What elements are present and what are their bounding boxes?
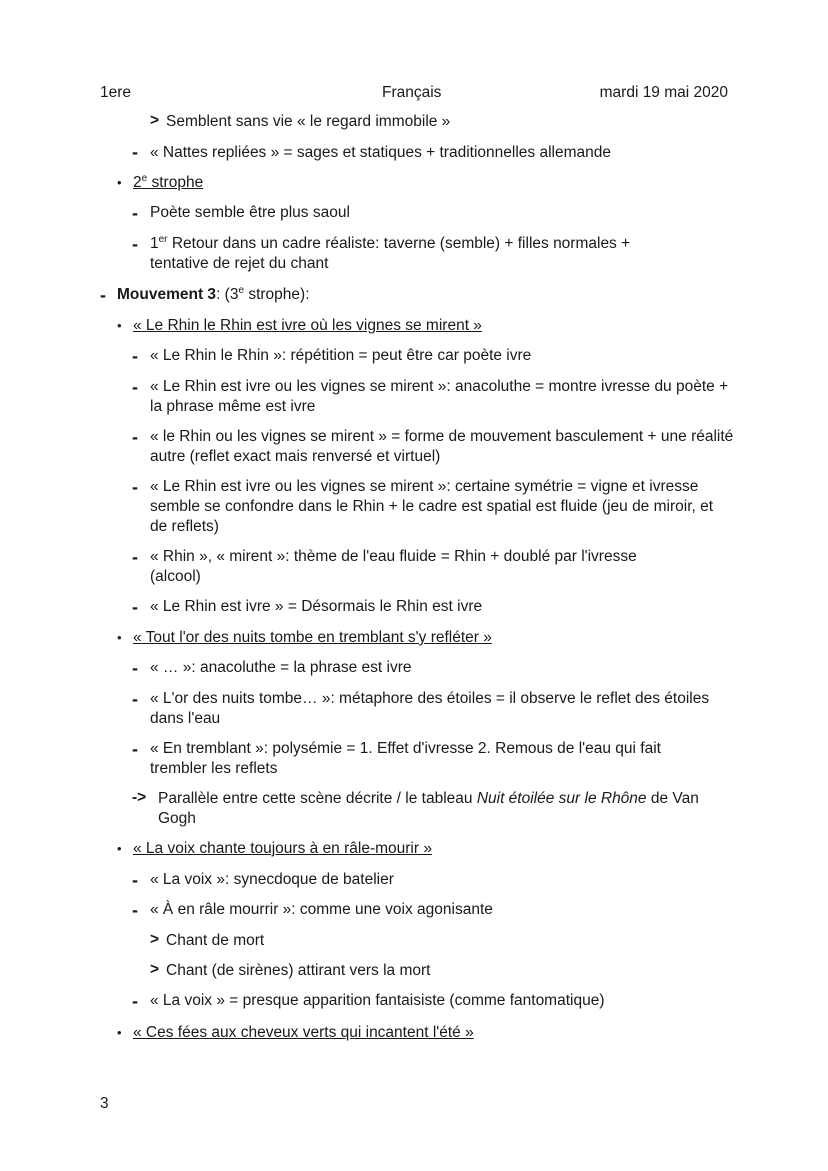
bullet-marker: • bbox=[117, 630, 122, 645]
dash-marker: - bbox=[132, 377, 138, 397]
dash-marker: - bbox=[132, 689, 138, 709]
list-item: 2e strophe bbox=[133, 173, 204, 191]
list-item: « L'or des nuits tombe… »: métaphore des étoiles = il observe le reflet des étoiles dans l'eau bbox=[150, 690, 710, 727]
list-item: 1er Retour dans un cadre réaliste: taverne (semble) + filles normales + tentative de rejet du chant bbox=[150, 234, 631, 272]
bullet-marker: • bbox=[117, 1025, 122, 1040]
dash-marker: - bbox=[132, 346, 138, 366]
list-item: « La voix chante toujours à en râle-mourir » bbox=[133, 840, 432, 857]
list-item: « Ces fées aux cheveux verts qui incantent l'été » bbox=[133, 1024, 474, 1041]
page-header bbox=[100, 84, 728, 104]
dash-marker: - bbox=[132, 870, 138, 890]
list-item: « Le Rhin est ivre » = Désormais le Rhin est ivre bbox=[150, 598, 483, 615]
dash-marker: - bbox=[132, 597, 138, 617]
list-item: « … »: anacoluthe = la phrase est ivre bbox=[150, 659, 412, 676]
gt-marker: > bbox=[150, 961, 160, 978]
dash-marker: - bbox=[132, 427, 138, 447]
gt-marker: > bbox=[150, 931, 160, 948]
list-item: « La voix »: synecdoque de batelier bbox=[150, 871, 394, 888]
header-subject: Français bbox=[382, 84, 442, 101]
section-heading: Mouvement 3: (3e strophe): bbox=[117, 285, 310, 303]
dash-marker: - bbox=[132, 142, 138, 162]
page-number: 3 bbox=[100, 1095, 109, 1112]
dash-marker: - bbox=[132, 739, 138, 759]
header-date: mardi 19 mai 2020 bbox=[599, 84, 728, 101]
list-item: « Le Rhin le Rhin »: répétition = peut être car poète ivre bbox=[150, 347, 532, 364]
list-item: Poète semble être plus saoul bbox=[150, 204, 350, 221]
list-item: « Le Rhin le Rhin est ivre où les vignes se mirent » bbox=[133, 317, 482, 334]
dash-marker: - bbox=[132, 658, 138, 678]
dash-marker: - bbox=[132, 203, 138, 223]
dash-marker: - bbox=[132, 477, 138, 497]
dash-marker: - bbox=[132, 547, 138, 567]
bullet-marker: • bbox=[117, 175, 122, 190]
dash-marker: - bbox=[132, 900, 138, 920]
gt-marker: > bbox=[150, 112, 160, 129]
list-item: « Le Rhin est ivre ou les vignes se mirent »: anacoluthe = montre ivresse du poète + la phrase même est ivre bbox=[150, 378, 729, 415]
list-item: « Rhin », « mirent »: thème de l'eau fluide = Rhin + doublé par l'ivresse (alcool) bbox=[150, 548, 637, 585]
dash-marker: - bbox=[132, 991, 138, 1011]
bullet-marker: • bbox=[117, 841, 122, 856]
list-item: « En tremblant »: polysémie = 1. Effet d'ivresse 2. Remous de l'eau qui fait trembler les reflets bbox=[150, 740, 661, 777]
list-item: « Tout l'or des nuits tombe en tremblant s'y refléter » bbox=[133, 629, 492, 646]
dash-marker: - bbox=[100, 285, 106, 305]
list-item: Semblent sans vie « le regard immobile » bbox=[166, 113, 451, 130]
list-item: « Le Rhin est ivre ou les vignes se mirent »: certaine symétrie = vigne et ivresse semble se confondre dans le Rhin + le cadre est spatial est fluide (jeu de miroir, et de reflets) bbox=[150, 478, 714, 535]
arrow-marker: -> bbox=[132, 789, 147, 806]
list-item: Chant (de sirènes) attirant vers la mort bbox=[166, 962, 431, 979]
header-level: 1ere bbox=[100, 84, 132, 101]
dash-marker: - bbox=[132, 234, 138, 254]
list-item: « le Rhin ou les vignes se mirent » = forme de mouvement basculement + une réalité autre (reflet exact mais renversé et virtuel) bbox=[150, 428, 734, 465]
list-item: « Nattes repliées » = sages et statiques + traditionnelles allemande bbox=[150, 144, 611, 161]
list-item: « La voix » = presque apparition fantaisiste (comme fantomatique) bbox=[150, 992, 605, 1009]
list-item: « À en râle mourrir »: comme une voix agonisante bbox=[150, 901, 493, 918]
bullet-marker: • bbox=[117, 318, 122, 333]
list-item: Chant de mort bbox=[166, 932, 265, 949]
list-item: Parallèle entre cette scène décrite / le tableau Nuit étoilée sur le Rhône de Van Gogh bbox=[158, 790, 699, 827]
